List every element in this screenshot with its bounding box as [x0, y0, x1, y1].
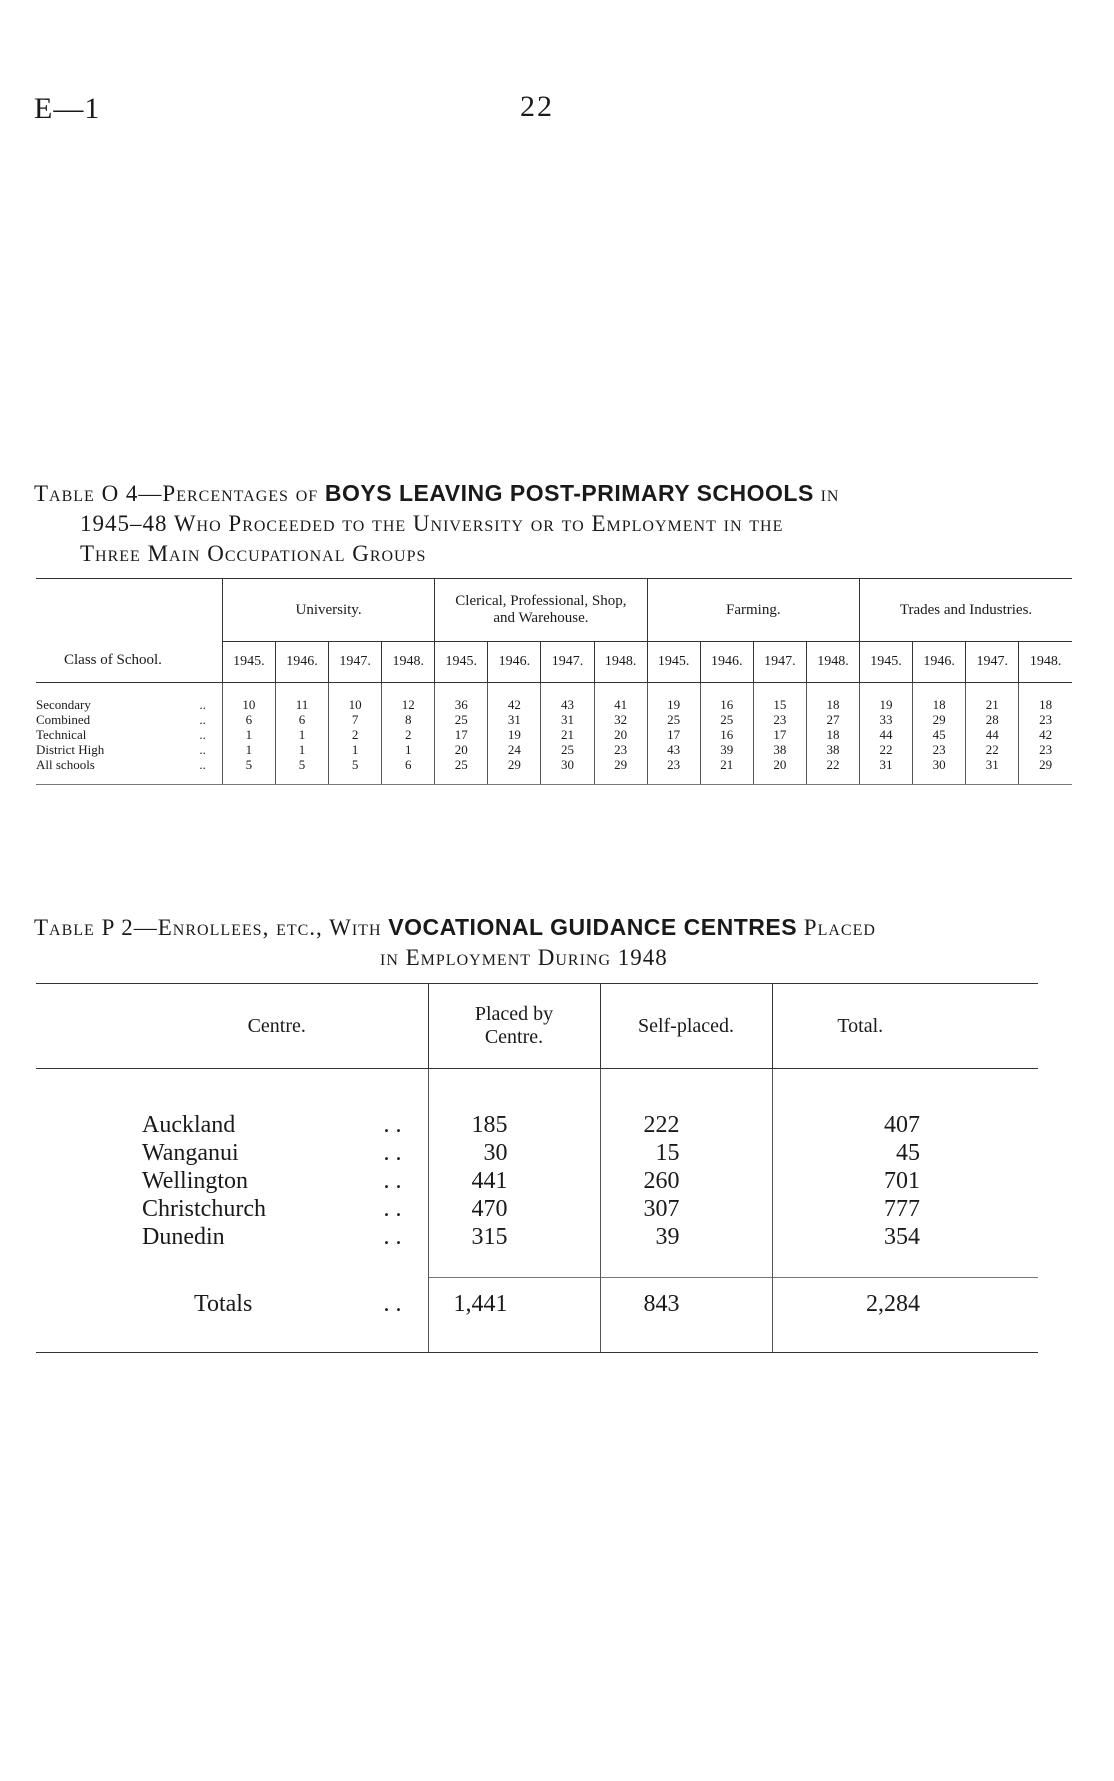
table-cell: 1 [275, 742, 328, 757]
year-header: 1947. [329, 642, 382, 683]
table-cell: 28 [966, 712, 1019, 727]
table-row [36, 1195, 1038, 1223]
table-cell: 23 [753, 712, 806, 727]
table-cell: 6 [222, 712, 275, 727]
centre-name-text: Wellington [142, 1168, 249, 1194]
placed-by-centre: 185 [428, 1069, 600, 1140]
table-cell: 23 [594, 742, 647, 757]
column-header-self-placed: Self-placed. [600, 984, 772, 1069]
table-cell: 22 [859, 742, 912, 757]
section-code: E—1 [34, 92, 101, 125]
row-label [36, 757, 222, 785]
centre-name [36, 1195, 428, 1223]
table-cell: 17 [753, 727, 806, 742]
year-header: 1947. [966, 642, 1019, 683]
table-p2-title [34, 912, 876, 973]
table-cell: 42 [1019, 727, 1072, 742]
row-label-text: District High [36, 742, 105, 757]
row-label-text: Secondary [36, 697, 91, 712]
group-header-farming: Farming. [647, 579, 859, 642]
table-row [36, 757, 1072, 785]
year-header: 1946. [913, 642, 966, 683]
table-cell: 22 [966, 742, 1019, 757]
year-header: 1946. [275, 642, 328, 683]
table-cell: 23 [1019, 712, 1072, 727]
column-header-centre: Centre. [36, 984, 428, 1069]
table-cell: 43 [541, 683, 594, 713]
table-o4-title-line2: 1945–48 Who Proceeded to the University or to Employment in the [80, 511, 784, 536]
table-cell: 31 [859, 757, 912, 785]
totals-self-placed: 843 [600, 1278, 772, 1353]
table-row [36, 1167, 1038, 1195]
table-cell: 27 [806, 712, 859, 727]
totals-label [36, 1278, 428, 1353]
table-o4-title-suffix: in [820, 481, 840, 506]
year-header: 1947. [541, 642, 594, 683]
table-cell: 25 [541, 742, 594, 757]
centre-name [36, 1223, 428, 1278]
totals-label-text: Totals [194, 1290, 253, 1317]
total: 701 [772, 1167, 1038, 1195]
leader-dots: .. [199, 757, 206, 772]
table-row [36, 727, 1072, 742]
table-o4-body [36, 683, 1072, 785]
leader-dots: .. [199, 712, 206, 727]
table-cell: 8 [382, 712, 435, 727]
table-cell: 11 [275, 683, 328, 713]
table-cell: 31 [488, 712, 541, 727]
table-cell: 29 [594, 757, 647, 785]
total: 407 [772, 1069, 1038, 1140]
table-cell: 19 [647, 683, 700, 713]
table-cell: 22 [806, 757, 859, 785]
table-cell: 30 [913, 757, 966, 785]
row-label-text: Combined [36, 712, 91, 727]
table-p2-title-line2: in Employment During 1948 [380, 945, 668, 970]
table-cell: 39 [700, 742, 753, 757]
table-cell: 17 [435, 727, 488, 742]
self-placed: 307 [600, 1195, 772, 1223]
table-cell: 21 [541, 727, 594, 742]
table-cell: 44 [966, 727, 1019, 742]
table-cell: 23 [913, 742, 966, 757]
total: 777 [772, 1195, 1038, 1223]
total: 45 [772, 1139, 1038, 1167]
table-cell: 10 [329, 683, 382, 713]
row-label [36, 712, 222, 727]
table-row [36, 1069, 1038, 1140]
table-cell: 29 [1019, 757, 1072, 785]
totals-total: 2,284 [772, 1278, 1038, 1353]
table-cell: 41 [594, 683, 647, 713]
table-cell: 25 [435, 757, 488, 785]
leader-dots: . . [383, 1112, 402, 1138]
table-cell: 20 [753, 757, 806, 785]
leader-dots: . . [383, 1168, 402, 1194]
year-header: 1945. [435, 642, 488, 683]
year-header: 1946. [488, 642, 541, 683]
table-cell: 1 [222, 727, 275, 742]
table-cell: 32 [594, 712, 647, 727]
table-cell: 1 [329, 742, 382, 757]
table-cell: 2 [382, 727, 435, 742]
table-cell: 25 [700, 712, 753, 727]
table-cell: 16 [700, 683, 753, 713]
table-o4-title-line3: Three Main Occupational Groups [80, 541, 427, 566]
self-placed: 222 [600, 1069, 772, 1140]
leader-dots: . . [383, 1224, 402, 1251]
year-header: 1948. [806, 642, 859, 683]
centre-name-text: Christchurch [142, 1196, 266, 1222]
table-cell: 1 [382, 742, 435, 757]
table-o4-title-prefix: Table O 4—Percentages of [34, 481, 319, 506]
centre-name [36, 1069, 428, 1140]
table-cell: 33 [859, 712, 912, 727]
table-row [36, 742, 1072, 757]
table-cell: 6 [382, 757, 435, 785]
table-cell: 5 [275, 757, 328, 785]
table-cell: 31 [966, 757, 1019, 785]
table-p2-title-prefix: Table P 2—Enrollees, etc., With [34, 915, 382, 940]
placed-by-centre: 315 [428, 1223, 600, 1278]
centre-name [36, 1167, 428, 1195]
table-cell: 18 [806, 683, 859, 713]
table-cell: 19 [488, 727, 541, 742]
row-label [36, 683, 222, 713]
table-cell: 21 [966, 683, 1019, 713]
table-o4-title-bold: BOYS LEAVING POST-PRIMARY SCHOOLS [324, 480, 814, 506]
year-header: 1945. [859, 642, 912, 683]
table-cell: 31 [541, 712, 594, 727]
year-header: 1947. [753, 642, 806, 683]
table-cell: 30 [541, 757, 594, 785]
table-cell: 25 [647, 712, 700, 727]
table-cell: 1 [275, 727, 328, 742]
table-cell: 10 [222, 683, 275, 713]
table-cell: 38 [806, 742, 859, 757]
row-label [36, 742, 222, 757]
table-o4 [36, 578, 1072, 785]
table-cell: 38 [753, 742, 806, 757]
group-header-university: University. [222, 579, 434, 642]
table-p2 [36, 983, 1038, 1353]
placed-by-centre: 30 [428, 1139, 600, 1167]
table-cell: 20 [594, 727, 647, 742]
table-cell: 18 [806, 727, 859, 742]
row-label-text: All schools [36, 757, 95, 772]
table-cell: 17 [647, 727, 700, 742]
table-cell: 12 [382, 683, 435, 713]
centre-name-text: Auckland [142, 1112, 236, 1138]
year-header: 1948. [1019, 642, 1072, 683]
totals-placed: 1,441 [428, 1278, 600, 1353]
table-cell: 25 [435, 712, 488, 727]
leader-dots: . . [383, 1196, 402, 1222]
table-cell: 21 [700, 757, 753, 785]
leader-dots: .. [199, 742, 206, 757]
column-header-placed: Placed by Centre. [428, 984, 600, 1069]
leader-dots: .. [199, 727, 206, 742]
table-cell: 15 [753, 683, 806, 713]
table-cell: 18 [1019, 683, 1072, 713]
year-header: 1945. [222, 642, 275, 683]
column-header-class: Class of School. [36, 579, 222, 683]
totals-row [36, 1278, 1038, 1353]
placed-by-centre: 470 [428, 1195, 600, 1223]
group-header-trades: Trades and Industries. [859, 579, 1072, 642]
year-header: 1946. [700, 642, 753, 683]
centre-name-text: Dunedin [142, 1224, 225, 1251]
table-cell: 36 [435, 683, 488, 713]
table-cell: 44 [859, 727, 912, 742]
leader-dots: . . [383, 1140, 402, 1166]
table-cell: 43 [647, 742, 700, 757]
row-label-text: Technical [36, 727, 87, 742]
table-p2-title-suffix: Placed [803, 915, 876, 940]
self-placed: 39 [600, 1223, 772, 1278]
table-row [36, 1139, 1038, 1167]
table-cell: 5 [329, 757, 382, 785]
self-placed: 15 [600, 1139, 772, 1167]
page-number: 22 [520, 90, 554, 123]
table-cell: 19 [859, 683, 912, 713]
placed-by-centre: 441 [428, 1167, 600, 1195]
table-cell: 1 [222, 742, 275, 757]
table-cell: 45 [913, 727, 966, 742]
total: 354 [772, 1223, 1038, 1278]
table-cell: 23 [647, 757, 700, 785]
table-p2-title-bold: VOCATIONAL GUIDANCE CENTRES [388, 914, 798, 940]
table-cell: 6 [275, 712, 328, 727]
table-cell: 2 [329, 727, 382, 742]
table-cell: 42 [488, 683, 541, 713]
table-cell: 16 [700, 727, 753, 742]
table-cell: 7 [329, 712, 382, 727]
table-row [36, 683, 1072, 713]
table-o4-title [34, 478, 839, 569]
group-header-clerical: Clerical, Professional, Shop, and Warehouse. [435, 579, 647, 642]
table-cell: 29 [913, 712, 966, 727]
table-cell: 5 [222, 757, 275, 785]
centre-name-text: Wanganui [142, 1140, 239, 1166]
year-header: 1948. [594, 642, 647, 683]
table-cell: 29 [488, 757, 541, 785]
table-cell: 20 [435, 742, 488, 757]
year-header: 1945. [647, 642, 700, 683]
leader-dots: .. [199, 697, 206, 712]
centre-name [36, 1139, 428, 1167]
table-cell: 18 [913, 683, 966, 713]
row-label [36, 727, 222, 742]
table-cell: 23 [1019, 742, 1072, 757]
leader-dots: . . [383, 1290, 402, 1317]
table-cell: 24 [488, 742, 541, 757]
year-header: 1948. [382, 642, 435, 683]
self-placed: 260 [600, 1167, 772, 1195]
table-row [36, 1223, 1038, 1278]
column-header-total: Total. [772, 984, 1038, 1069]
table-row [36, 712, 1072, 727]
table-p2-body [36, 1069, 1038, 1353]
